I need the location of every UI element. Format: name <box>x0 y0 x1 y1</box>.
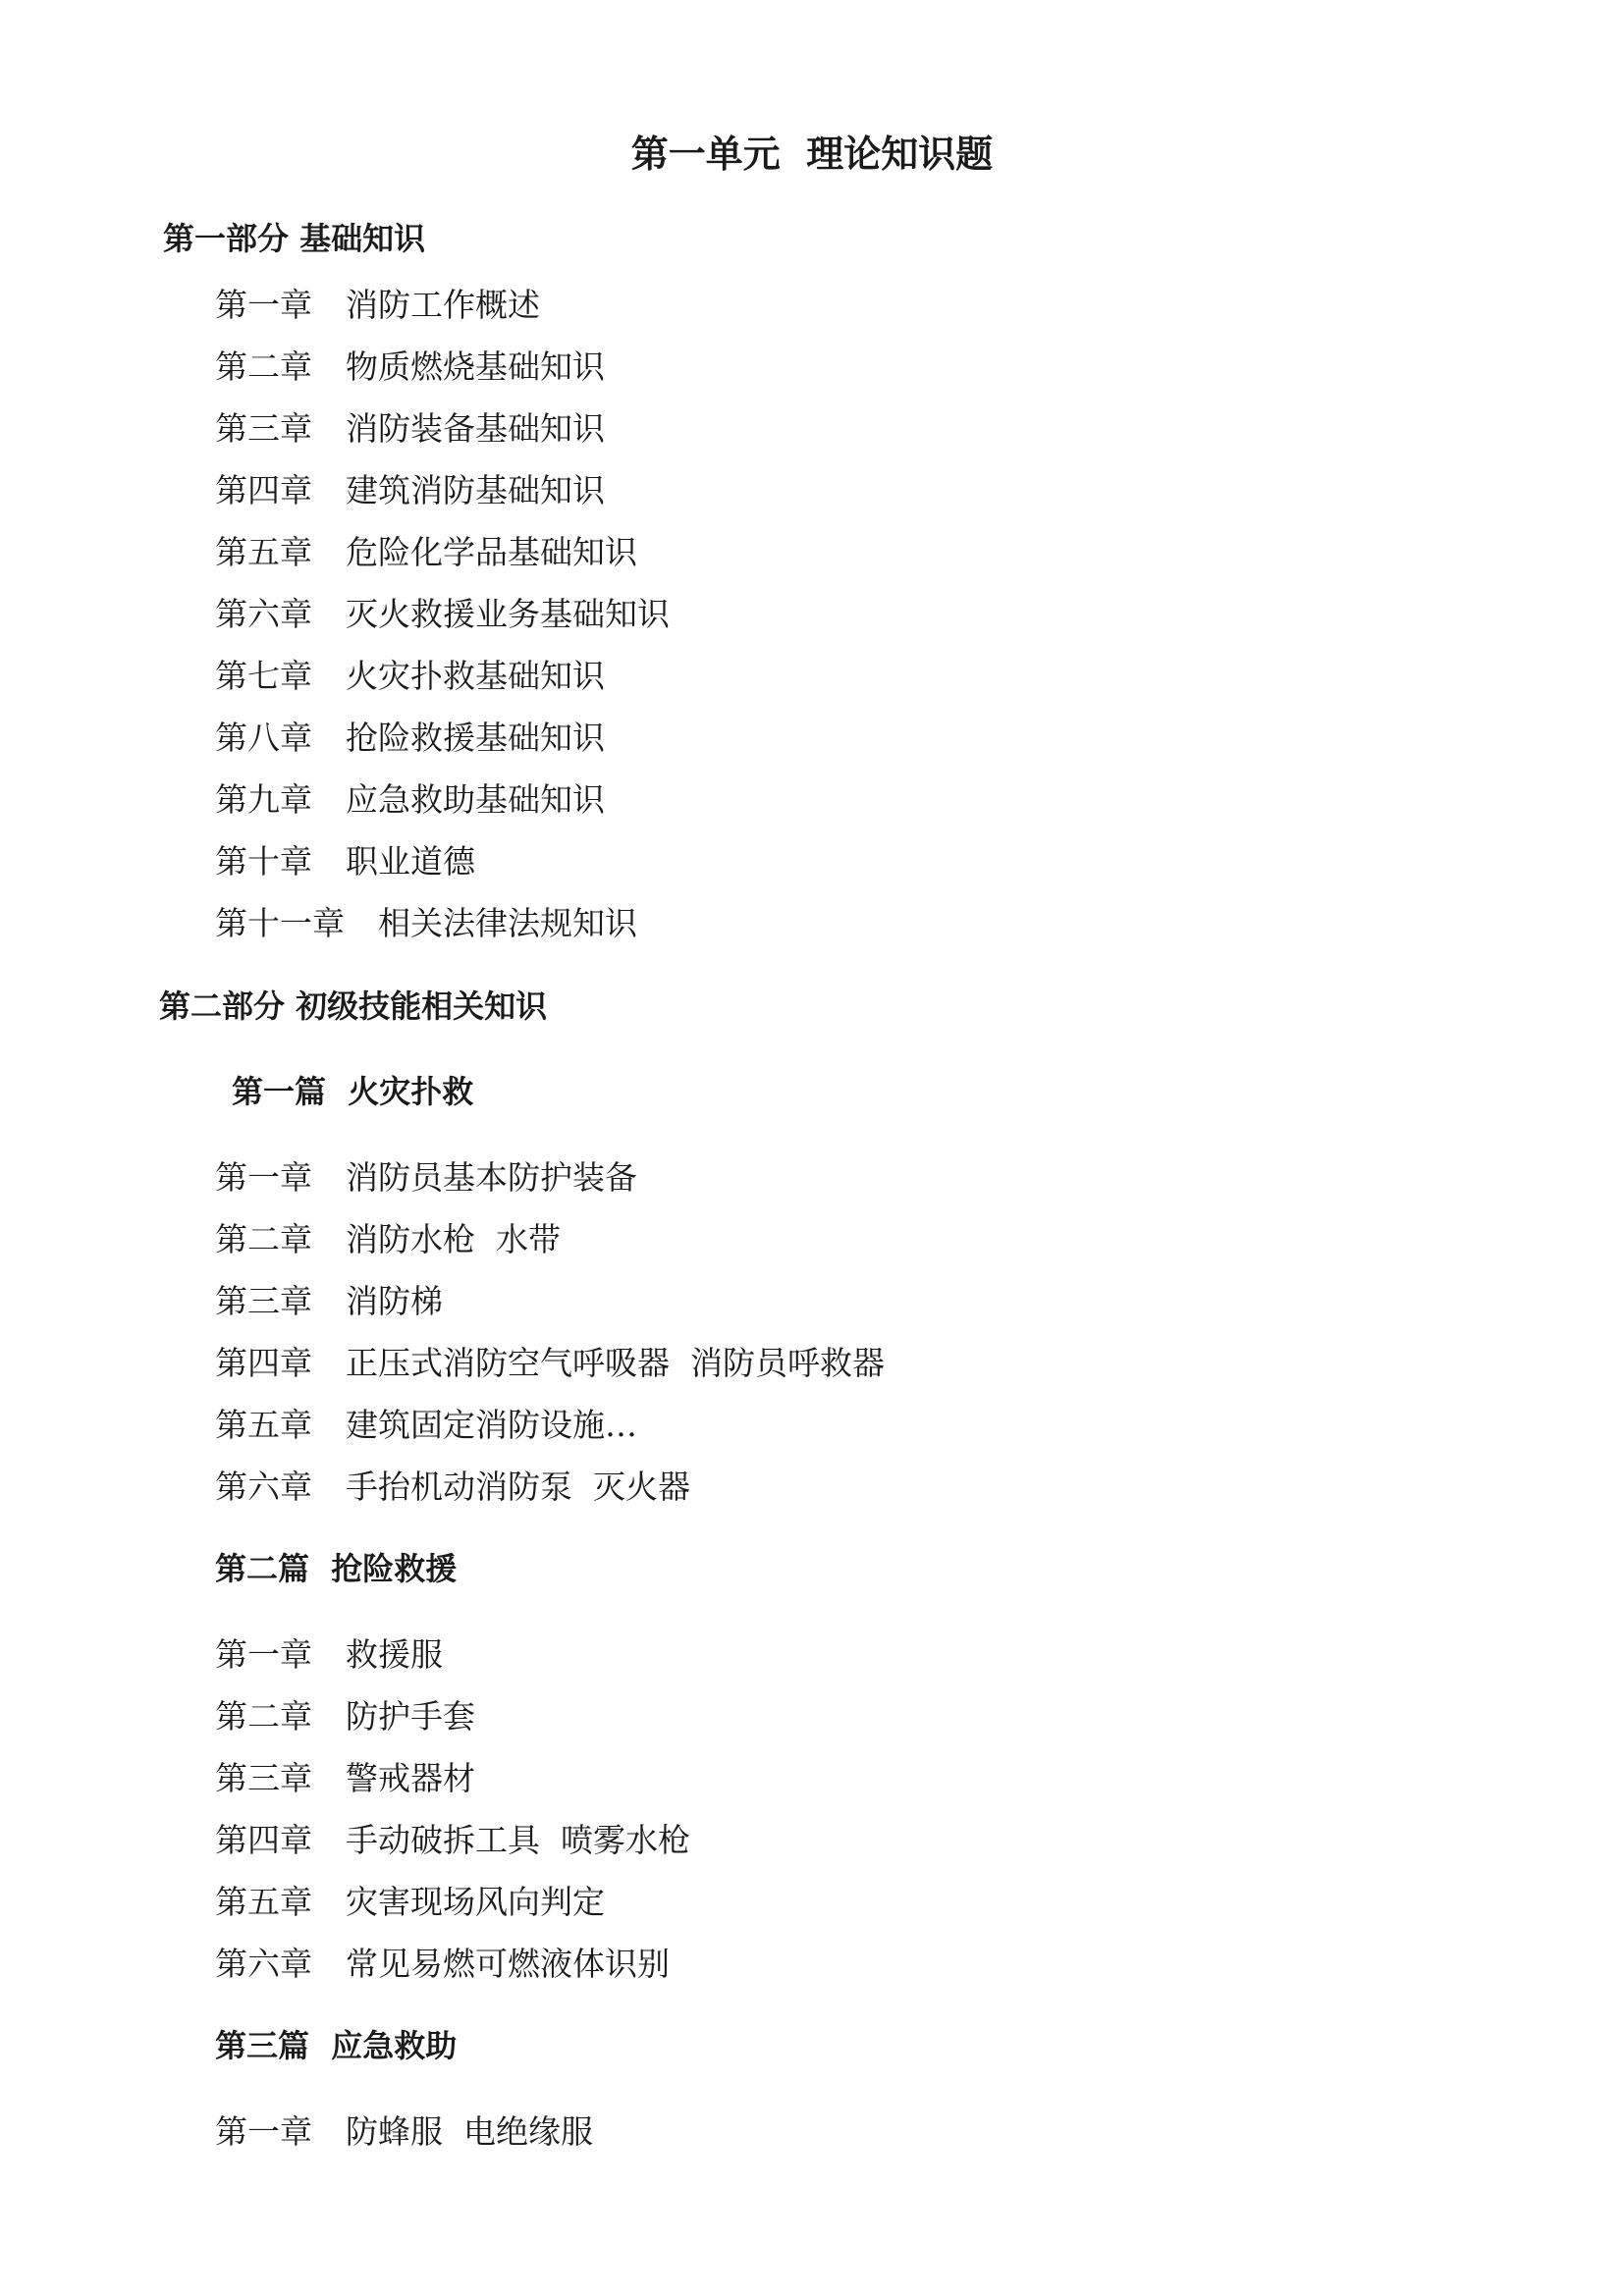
chapter-number: 第五章 <box>215 1406 312 1444</box>
chapter-entry <box>215 1815 690 1861</box>
chapter-number: 第二章 <box>215 1697 312 1735</box>
chapter-title: 灭火救援业务基础知识 <box>346 595 670 633</box>
chapter-title: 常见易燃可燃液体识别 <box>346 1945 670 1983</box>
part-heading-basic: 第一部分 基础知识 <box>163 220 426 257</box>
chapter-number: 第六章 <box>215 1468 312 1506</box>
chapter-number: 第九章 <box>215 780 312 819</box>
chapter-entry <box>215 1877 605 1923</box>
pian-heading-rescue: 第二篇 抢险救援 <box>215 1550 458 1587</box>
chapter-title: 建筑固定消防设施… <box>346 1406 637 1444</box>
chapter-entry <box>215 774 605 821</box>
chapter-entry <box>215 1939 670 1985</box>
chapter-title: 消防工作概述 <box>346 286 540 324</box>
chapter-title: 救援服 <box>346 1635 443 1674</box>
chapter-title: 灾害现场风向判定 <box>346 1883 605 1921</box>
chapter-entry <box>215 280 540 326</box>
chapter-entry <box>215 1276 443 1322</box>
chapter-entry <box>215 1629 443 1676</box>
chapter-number: 第三章 <box>215 1282 312 1320</box>
chapter-entry <box>215 836 475 882</box>
pian-heading-emergency: 第三篇 应急救助 <box>215 2027 458 2064</box>
chapter-number: 第七章 <box>215 657 312 695</box>
chapter-entry <box>215 1152 637 1199</box>
chapter-title: 消防梯 <box>346 1282 443 1320</box>
chapter-number: 第一章 <box>215 1158 312 1197</box>
chapter-number: 第二章 <box>215 1220 312 1258</box>
chapter-entry <box>215 342 605 388</box>
chapter-title: 危险化学品基础知识 <box>346 533 637 571</box>
chapter-number: 第一章 <box>215 2112 312 2151</box>
chapter-title: 相关法律法规知识 <box>378 904 637 942</box>
chapter-number: 第四章 <box>215 1344 312 1382</box>
chapter-entry <box>215 403 605 450</box>
chapter-entry <box>215 1214 561 1260</box>
page-title: 第一单元 理论知识题 <box>630 133 994 176</box>
chapter-number: 第四章 <box>215 1821 312 1859</box>
chapter-title: 建筑消防基础知识 <box>346 471 605 509</box>
chapter-title: 手动破拆工具 喷雾水枪 <box>346 1821 690 1859</box>
chapter-title: 火灾扑救基础知识 <box>346 657 605 695</box>
chapter-entry <box>215 527 637 573</box>
chapter-entry <box>215 465 605 511</box>
chapter-entry <box>215 1753 475 1799</box>
chapter-entry <box>215 898 637 944</box>
chapter-title: 物质燃烧基础知识 <box>346 347 605 386</box>
chapter-number: 第一章 <box>215 286 312 324</box>
chapter-title: 应急救助基础知识 <box>346 780 605 819</box>
pian-heading-fire: 第一篇 火灾扑救 <box>232 1073 474 1110</box>
chapter-title: 消防员基本防护装备 <box>346 1158 637 1197</box>
chapter-number: 第四章 <box>215 471 312 509</box>
chapter-number: 第五章 <box>215 1883 312 1921</box>
chapter-entry <box>215 1462 690 1508</box>
chapter-title: 防蜂服 电绝缘服 <box>346 2112 593 2151</box>
chapter-number: 第二章 <box>215 347 312 386</box>
chapter-number: 第六章 <box>215 595 312 633</box>
chapter-title: 手抬机动消防泵 灭火器 <box>346 1468 690 1506</box>
chapter-number: 第三章 <box>215 1759 312 1797</box>
chapter-title: 正压式消防空气呼吸器 消防员呼救器 <box>346 1344 885 1382</box>
chapter-entry <box>215 1691 475 1737</box>
chapter-title: 警戒器材 <box>346 1759 475 1797</box>
chapter-number: 第六章 <box>215 1945 312 1983</box>
chapter-entry <box>215 1400 637 1446</box>
chapter-entry <box>215 651 605 697</box>
chapter-title: 职业道德 <box>346 842 475 881</box>
chapter-entry <box>215 589 670 635</box>
part-heading-skills: 第二部分 初级技能相关知识 <box>159 988 548 1025</box>
chapter-number: 第十章 <box>215 842 312 881</box>
chapter-number: 第一章 <box>215 1635 312 1674</box>
chapter-entry <box>215 1338 885 1384</box>
chapter-title: 抢险救援基础知识 <box>346 719 605 757</box>
chapter-number: 第五章 <box>215 533 312 571</box>
chapter-entry <box>215 2107 593 2153</box>
chapter-title: 消防装备基础知识 <box>346 409 605 448</box>
chapter-number: 第八章 <box>215 719 312 757</box>
chapter-number: 第十一章 <box>215 904 345 942</box>
chapter-title: 消防水枪 水带 <box>346 1220 561 1258</box>
chapter-number: 第三章 <box>215 409 312 448</box>
chapter-entry <box>215 713 605 759</box>
chapter-title: 防护手套 <box>346 1697 475 1735</box>
